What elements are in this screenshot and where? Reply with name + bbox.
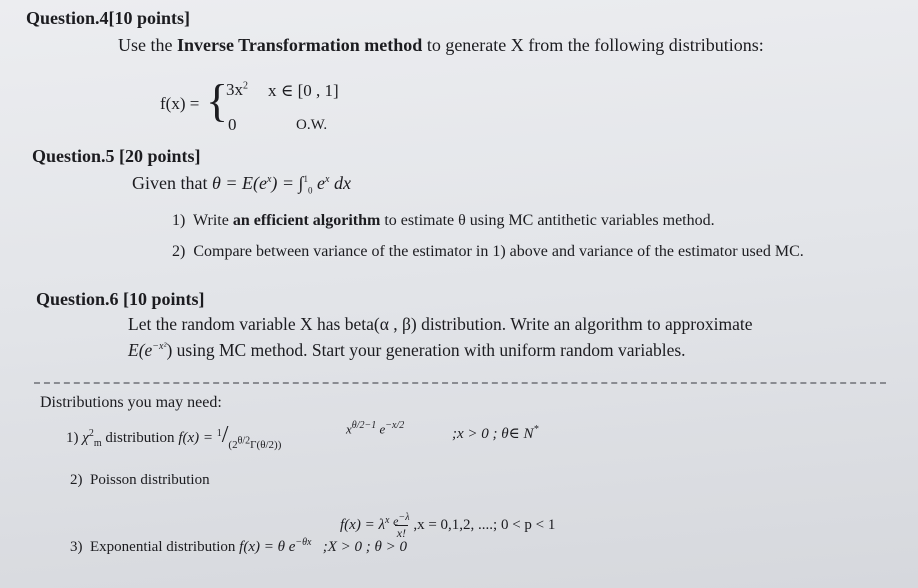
q4-brace: {	[206, 75, 229, 126]
dist-item2-label: Poisson distribution	[90, 472, 210, 488]
q4-intro-bold: Inverse Transformation method	[176, 35, 423, 55]
q5-formula-e-exp: x	[324, 174, 330, 185]
q5-item1	[172, 212, 715, 230]
dist-item1-label: distribution	[101, 430, 179, 446]
q5-item1-pre: Write	[193, 212, 233, 229]
q6-line2-post: ) using MC method. Start your generation with uniform random variables.	[166, 340, 686, 360]
dist-item2-fx: f(x) = λ	[340, 516, 385, 533]
q5-item1-post: to estimate θ using MC antithetic variables method.	[380, 212, 715, 229]
q5-given	[132, 173, 351, 196]
dist-item1-x-exp: θ/2−1	[351, 420, 377, 431]
dist-item2-frac-den: x!	[396, 526, 407, 540]
q4-case1-base: 3x	[226, 80, 243, 99]
q6-line2-exp: −x²	[152, 341, 167, 353]
section-divider	[34, 382, 886, 384]
q4-case1-expr	[226, 80, 248, 100]
q5-item2-text: Compare between variance of the estimator in 1) above and variance of the estimator used MC.	[193, 243, 804, 260]
q5-formula-integral: ) = ∫	[271, 173, 304, 193]
q5-formula-start: θ = E(e	[211, 173, 267, 193]
q4-case1-exp: 2	[243, 80, 248, 92]
dist-item1-x: x	[346, 421, 352, 437]
q4-case1-cond: x ∈ [0 , 1]	[268, 81, 339, 100]
dist-item1-gamma-arg: θ/2	[260, 439, 275, 451]
q6-line2	[128, 340, 686, 361]
dist-item2-frac-e: e	[393, 514, 399, 528]
dist-item1-denom	[228, 435, 282, 451]
dist-item1	[66, 422, 281, 449]
q5-int-upper: 1	[303, 174, 308, 184]
dist-item1-sym: χ	[82, 430, 89, 446]
dist-item3-num: 3)	[70, 539, 83, 555]
dist-item3	[70, 537, 407, 556]
dist-item3-exp: −θx	[295, 537, 312, 548]
dist-item1-cond-text: ;x > 0 ; θ∈ N	[452, 426, 534, 442]
dist-item1-slash: /	[221, 422, 229, 448]
dist-item1-one: 1	[216, 428, 222, 439]
dist-item3-label: Exponential distribution	[90, 539, 240, 555]
q4-intro-post: to generate X from the following distributions:	[422, 35, 764, 55]
dist-item1-rhs	[346, 420, 404, 437]
dist-item1-e-exp: −x/2	[385, 420, 405, 431]
dist-item1-fx: f(x) =	[178, 430, 213, 446]
q5-item1-bold: an efficient algorithm	[232, 212, 381, 229]
dist-item1-num: 1)	[66, 430, 79, 446]
dist-item1-cond-sup: *	[533, 424, 539, 435]
dist-item2	[70, 472, 210, 489]
q4-header: Question.4[10 points]	[26, 8, 191, 28]
dist-item2-frac-exp: −λ	[398, 512, 410, 523]
q5-formula-e: e	[316, 173, 325, 193]
q5-item1-num: 1)	[172, 212, 186, 229]
dist-item1-sub: m	[93, 438, 102, 449]
q4-intro-pre: Use the	[118, 35, 177, 55]
q5-item2-num: 2)	[172, 243, 186, 260]
q5-formula-dx: dx	[329, 173, 351, 193]
dist-item2-formula	[340, 512, 555, 539]
q4-intro	[118, 35, 764, 56]
dist-item2-frac	[393, 512, 409, 539]
dist-item1-denom-base: (2	[228, 439, 238, 451]
q4-case2-cond: O.W.	[296, 117, 328, 133]
q6-line1: Let the random variable X has beta(α , β) distribution. Write an algorithm to approximate	[128, 314, 753, 334]
dist-item1-denom-exp: θ/2	[237, 435, 251, 447]
q6-header: Question.6 [10 points]	[36, 289, 205, 309]
q4-fx-label: f(x) =	[160, 94, 200, 113]
q5-given-pre: Given that	[132, 173, 208, 193]
q4-case2-expr: 0	[228, 115, 237, 134]
dist-item3-fx: f(x) = θ e	[239, 539, 296, 555]
q5-item2	[172, 243, 804, 261]
q5-formula-exp: x	[266, 174, 272, 185]
dist-item2-fx-exp: x	[384, 514, 390, 526]
dist-item1-sup: 2	[88, 428, 94, 439]
dist-item1-cond	[452, 424, 539, 443]
dist-item2-num: 2)	[70, 472, 83, 488]
dist-title: Distributions you may need:	[40, 394, 222, 411]
dist-item2-cond: ,x = 0,1,2, ....; 0 < p < 1	[413, 516, 556, 533]
q5-int-lower: 0	[307, 185, 313, 196]
dist-item1-gamma: Γ(	[250, 439, 261, 451]
dist-item3-cond: ;X > 0 ; θ > 0	[322, 539, 407, 555]
dist-item1-e: e	[376, 421, 386, 437]
q5-header: Question.5 [20 points]	[32, 146, 201, 166]
q6-line2-pre: E(e	[128, 340, 153, 360]
dist-item1-denom-close: ))	[274, 439, 282, 451]
